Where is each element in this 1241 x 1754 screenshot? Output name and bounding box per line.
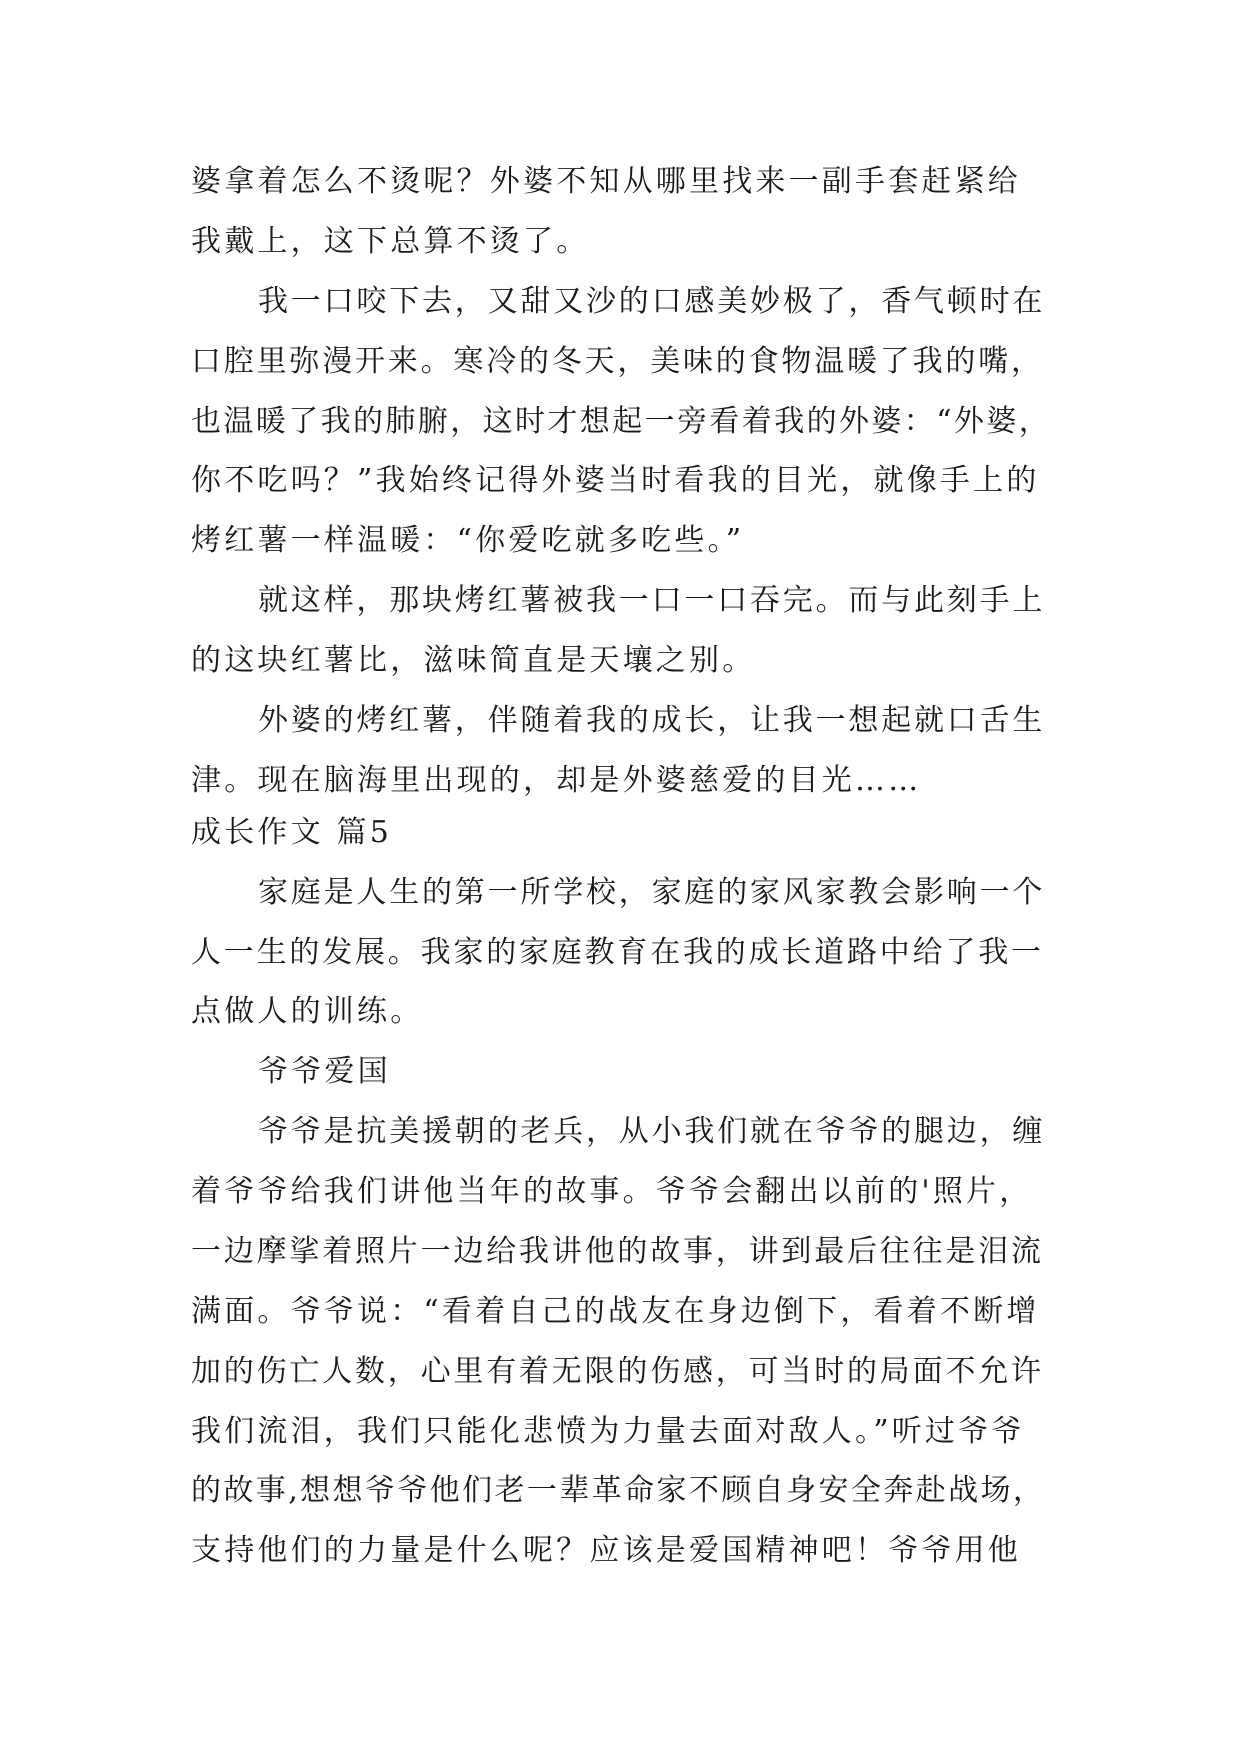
text-line-6: 你不吃吗？”我始终记得外婆当时看我的目光，就像手上的 [191, 463, 1040, 498]
text-line-21: 加的伤亡人数，心里有着无限的伤感，可当时的局面不允许 [191, 1354, 1044, 1389]
text-line-22: 我们流泪，我们只能化悲愤为力量去面对敌人。”听过爷爷 [191, 1414, 1025, 1449]
text-line-20: 满面。爷爷说：“看着自己的战友在身边倒下，看着不断增 [191, 1294, 1040, 1329]
text-line-11: 津。现在脑海里出现的，却是外婆慈爱的目光…… [191, 763, 922, 798]
text-line-8: 就这样，那块烤红薯被我一口一口吞完。而与此刻手上 [258, 583, 1046, 618]
text-line-24: 支持他们的力量是什么呢？应该是爱国精神吧！爷爷用他 [191, 1533, 1021, 1568]
text-line-10: 外婆的烤红薯，伴随着我的成长，让我一想起就口舌生 [258, 703, 1046, 738]
text-line-17: 爷爷是抗美援朝的老兵，从小我们就在爷爷的腿边，缠 [258, 1114, 1046, 1149]
text-line-5: 也温暖了我的肺腑，这时才想起一旁看着我的外婆：“外婆， [191, 404, 1052, 439]
text-line-23: 的故事,想想爷爷他们老一辈革命家不顾自身安全奔赴战场， [191, 1473, 1046, 1508]
text-line-13: 家庭是人生的第一所学校，家庭的家风家教会影响一个 [258, 875, 1046, 910]
text-line-2: 我戴上，这下总算不烫了。 [191, 224, 590, 259]
text-line-19: 一边摩挲着照片一边给我讲他的故事，讲到最后往往是泪流 [191, 1234, 1044, 1269]
text-line-3: 我一口咬下去，又甜又沙的口感美妙极了，香气顿时在 [258, 284, 1046, 319]
section-heading: 成长作文 篇5 [191, 815, 393, 850]
text-line-9: 的这块红薯比，滋味简直是天壤之别。 [191, 643, 756, 678]
text-line-7: 烤红薯一样温暖：“你爱吃就多吃些。” [191, 523, 745, 558]
text-line-4: 口腔里弥漫开来。寒冷的冬天，美味的食物温暖了我的嘴， [191, 344, 1044, 379]
text-line-1: 婆拿着怎么不烫呢？外婆不知从哪里找来一副手套赶紧给 [191, 164, 1021, 199]
subheading-grandpa: 爷爷爱国 [258, 1054, 391, 1089]
text-line-14: 人一生的发展。我家的家庭教育在我的成长道路中给了我一 [191, 935, 1044, 970]
text-line-18: 着爷爷给我们讲他当年的故事。爷爷会翻出以前的'照片， [191, 1174, 1033, 1209]
text-line-15: 点做人的训练。 [191, 994, 424, 1029]
